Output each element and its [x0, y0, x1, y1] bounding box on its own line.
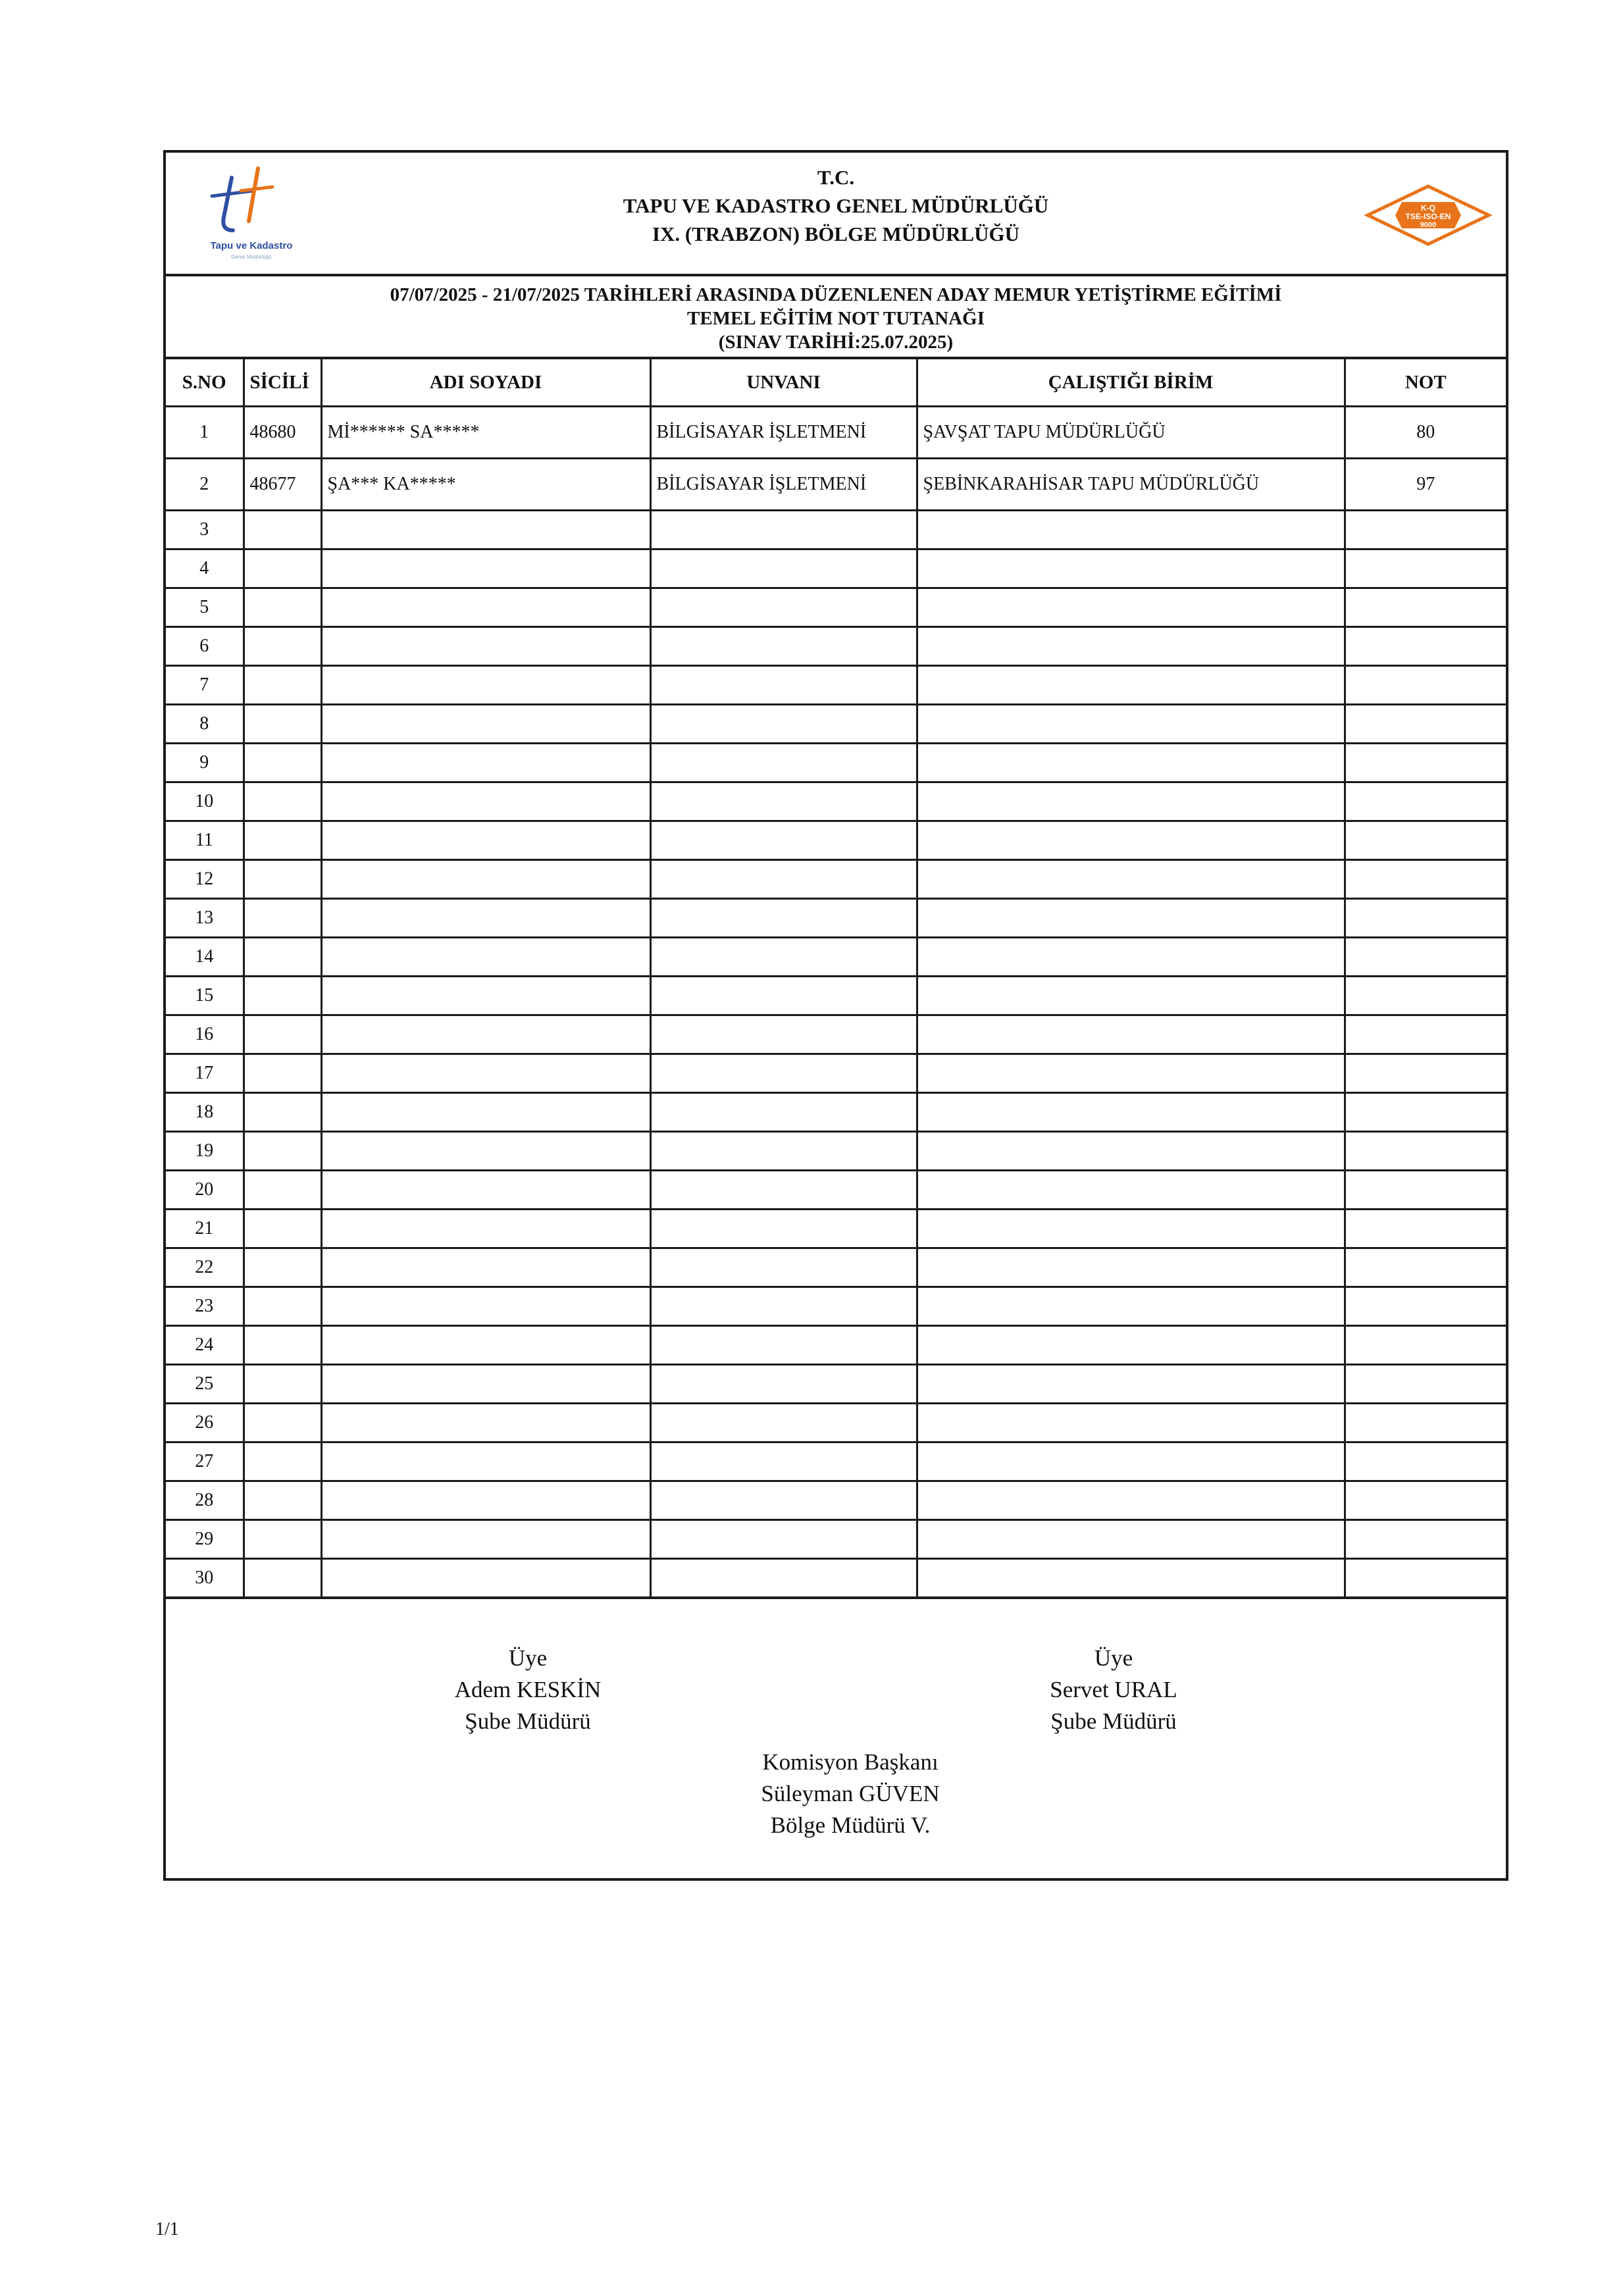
- cell-unvan: [650, 1132, 917, 1171]
- cell-sicil: [244, 1404, 321, 1442]
- cell-unvan: [650, 744, 917, 782]
- cell-sno: 11: [166, 821, 244, 860]
- cell-sno: 3: [166, 511, 244, 549]
- col-header-sno: S.NO: [166, 359, 244, 407]
- cell-sno: 10: [166, 782, 244, 821]
- cell-sicil: [244, 899, 321, 938]
- signature-right: [989, 1643, 1239, 1737]
- table-row: [166, 1559, 1506, 1597]
- cell-sicil: [244, 977, 321, 1015]
- cell-not: [1345, 705, 1506, 744]
- cell-unvan: [650, 1171, 917, 1210]
- cell-unvan: [650, 782, 917, 821]
- cell-birim: [917, 1481, 1345, 1520]
- cell-sicil: [244, 1248, 321, 1287]
- cell-name: [321, 1326, 650, 1365]
- cell-not: [1345, 1171, 1506, 1210]
- cell-not: [1345, 1132, 1506, 1171]
- table-row: [166, 744, 1506, 782]
- cell-unvan: [650, 821, 917, 860]
- subtitle-line-2: TEMEL EĞİTİM NOT TUTANAĞI: [686, 308, 985, 329]
- cell-unvan: [650, 977, 917, 1015]
- cell-name: [321, 1015, 650, 1054]
- table-row: [166, 666, 1506, 705]
- table-row: [166, 1326, 1506, 1365]
- cell-name: [321, 860, 650, 899]
- cell-birim: [917, 1326, 1345, 1365]
- cell-unvan: [650, 588, 917, 627]
- table-row: [166, 588, 1506, 627]
- cell-name: [321, 549, 650, 588]
- cell-unvan: [650, 627, 917, 666]
- cell-unvan: [650, 511, 917, 549]
- cell-unvan: [650, 1365, 917, 1404]
- cell-sno: 28: [166, 1481, 244, 1520]
- cell-birim: [917, 977, 1345, 1015]
- cell-name: [321, 899, 650, 938]
- cell-sicil: [244, 1520, 321, 1559]
- cell-birim: [917, 782, 1345, 821]
- cell-sno: 30: [166, 1559, 244, 1597]
- col-header-sicil: SİCİLİ: [244, 359, 321, 407]
- cell-name: [321, 1520, 650, 1559]
- document-header: [166, 153, 1506, 276]
- table-row: [166, 938, 1506, 977]
- table-row: [166, 1287, 1506, 1326]
- cell-sicil: [244, 549, 321, 588]
- cell-not: [1345, 1520, 1506, 1559]
- cell-not: [1345, 744, 1506, 782]
- cell-sno: 20: [166, 1171, 244, 1210]
- cell-sicil: [244, 1326, 321, 1365]
- signer-role: Üye: [508, 1645, 548, 1671]
- cell-not: [1345, 1326, 1506, 1365]
- cell-name: Mİ****** SA*****: [321, 407, 650, 459]
- institution-title: [166, 163, 1506, 248]
- table-row: [166, 1132, 1506, 1171]
- cell-birim: [917, 1210, 1345, 1248]
- cell-not: [1345, 511, 1506, 549]
- page-number: 1/1: [155, 2219, 179, 2239]
- cell-birim: [917, 1559, 1345, 1597]
- table-row: [166, 977, 1506, 1015]
- cell-sno: 25: [166, 1365, 244, 1404]
- cell-sicil: [244, 1481, 321, 1520]
- cell-birim: [917, 860, 1345, 899]
- cell-name: [321, 1171, 650, 1210]
- cell-unvan: [650, 899, 917, 938]
- cell-sno: 16: [166, 1015, 244, 1054]
- cell-sno: 23: [166, 1287, 244, 1326]
- cell-not: [1345, 1248, 1506, 1287]
- cell-sno: 21: [166, 1210, 244, 1248]
- cell-unvan: [650, 1015, 917, 1054]
- cell-sno: 5: [166, 588, 244, 627]
- cell-not: [1345, 549, 1506, 588]
- cell-unvan: [650, 705, 917, 744]
- cell-sicil: [244, 1132, 321, 1171]
- signer-name: Süleyman GÜVEN: [761, 1781, 940, 1806]
- cell-birim: [917, 899, 1345, 938]
- cell-sno: 7: [166, 666, 244, 705]
- table-row: [166, 782, 1506, 821]
- cert-line-1: K-Q: [1421, 203, 1435, 213]
- cell-not: [1345, 1442, 1506, 1481]
- cell-not: [1345, 627, 1506, 666]
- cell-sno: 9: [166, 744, 244, 782]
- table-row: [166, 1404, 1506, 1442]
- cell-sno: 18: [166, 1093, 244, 1132]
- cell-sno: 15: [166, 977, 244, 1015]
- cell-not: [1345, 938, 1506, 977]
- table-header-row: [166, 359, 1506, 407]
- cell-not: [1345, 899, 1506, 938]
- cell-unvan: BİLGİSAYAR İŞLETMENİ: [650, 459, 917, 511]
- cell-birim: [917, 1365, 1345, 1404]
- cell-sicil: [244, 782, 321, 821]
- cell-sno: 29: [166, 1520, 244, 1559]
- cell-unvan: [650, 1442, 917, 1481]
- col-header-name: ADI SOYADI: [321, 359, 650, 407]
- cell-name: [321, 588, 650, 627]
- signer-title: Bölge Müdürü V.: [770, 1812, 931, 1838]
- cert-line-2: TSE-ISO-EN: [1405, 212, 1451, 221]
- table-row: [166, 1171, 1506, 1210]
- cell-not: [1345, 821, 1506, 860]
- table-row: [166, 1248, 1506, 1287]
- col-header-not: NOT: [1345, 359, 1506, 407]
- signer-role: Üye: [1094, 1645, 1133, 1671]
- table-row: [166, 1210, 1506, 1248]
- cell-not: [1345, 977, 1506, 1015]
- cell-not: [1345, 1404, 1506, 1442]
- cell-sicil: [244, 744, 321, 782]
- cell-unvan: [650, 1210, 917, 1248]
- cell-birim: [917, 1442, 1345, 1481]
- cell-name: [321, 511, 650, 549]
- tse-iso-certification-logo: [1362, 182, 1494, 248]
- signer-name: Adem KESKİN: [454, 1677, 602, 1702]
- cell-sicil: [244, 627, 321, 666]
- table-row: [166, 1015, 1506, 1054]
- cell-sno: 13: [166, 899, 244, 938]
- cell-birim: [917, 744, 1345, 782]
- cell-name: [321, 977, 650, 1015]
- cell-birim: [917, 666, 1345, 705]
- cell-sicil: [244, 1442, 321, 1481]
- grades-table: [166, 359, 1506, 1596]
- table-row: [166, 821, 1506, 860]
- cell-birim: [917, 1054, 1345, 1093]
- cell-birim: ŞEBİNKARAHİSAR TAPU MÜDÜRLÜĞÜ: [917, 459, 1345, 511]
- cell-sno: 24: [166, 1326, 244, 1365]
- cell-birim: [917, 588, 1345, 627]
- subtitle-line-1: 07/07/2025 - 21/07/2025 TARİHLERİ ARASINDA DÜZENLENEN ADAY MEMUR YETİŞTİRME EĞİTİMİ: [390, 284, 1282, 305]
- cell-sno: 19: [166, 1132, 244, 1171]
- cell-name: [321, 705, 650, 744]
- cell-birim: [917, 511, 1345, 549]
- cell-name: [321, 1442, 650, 1481]
- header-line-1: T.C.: [817, 166, 855, 189]
- cell-name: [321, 821, 650, 860]
- cell-unvan: [650, 1404, 917, 1442]
- cell-birim: [917, 1132, 1345, 1171]
- cell-sno: 12: [166, 860, 244, 899]
- signer-name: Servet URAL: [1050, 1677, 1177, 1702]
- cell-name: [321, 1481, 650, 1520]
- header-line-3: IX. (TRABZON) BÖLGE MÜDÜRLÜĞÜ: [652, 222, 1020, 245]
- cell-unvan: BİLGİSAYAR İŞLETMENİ: [650, 407, 917, 459]
- col-header-unvan: UNVANI: [650, 359, 917, 407]
- cell-sicil: [244, 1287, 321, 1326]
- cell-unvan: [650, 860, 917, 899]
- cell-unvan: [650, 1093, 917, 1132]
- cell-sicil: 48680: [244, 407, 321, 459]
- cell-name: ŞA*** KA*****: [321, 459, 650, 511]
- table-row: [166, 1093, 1506, 1132]
- cell-sicil: [244, 1365, 321, 1404]
- table-row: [166, 705, 1506, 744]
- cell-unvan: [650, 1248, 917, 1287]
- table-row: [166, 549, 1506, 588]
- cell-sicil: [244, 666, 321, 705]
- cell-unvan: [650, 1326, 917, 1365]
- cell-sicil: [244, 1210, 321, 1248]
- cell-birim: [917, 1093, 1345, 1132]
- cell-sicil: 48677: [244, 459, 321, 511]
- cell-birim: [917, 1015, 1345, 1054]
- cell-sicil: [244, 1054, 321, 1093]
- cell-sicil: [244, 511, 321, 549]
- cell-birim: [917, 821, 1345, 860]
- cell-unvan: [650, 1481, 917, 1520]
- cell-birim: [917, 1404, 1345, 1442]
- cell-name: [321, 1559, 650, 1597]
- cell-name: [321, 744, 650, 782]
- cell-not: [1345, 1365, 1506, 1404]
- document-subtitle: [166, 276, 1506, 359]
- cell-sno: 6: [166, 627, 244, 666]
- cell-name: [321, 782, 650, 821]
- cell-not: [1345, 1015, 1506, 1054]
- cell-birim: [917, 1520, 1345, 1559]
- signer-title: Şube Müdürü: [1050, 1708, 1177, 1734]
- table-row: [166, 407, 1506, 459]
- cell-unvan: [650, 666, 917, 705]
- cell-not: 97: [1345, 459, 1506, 511]
- cell-sno: 14: [166, 938, 244, 977]
- cell-not: [1345, 782, 1506, 821]
- cell-birim: [917, 705, 1345, 744]
- cell-not: [1345, 1559, 1506, 1597]
- cell-sno: 27: [166, 1442, 244, 1481]
- cell-sno: 17: [166, 1054, 244, 1093]
- cell-birim: [917, 1248, 1345, 1287]
- cell-not: [1345, 1287, 1506, 1326]
- header-line-2: TAPU VE KADASTRO GENEL MÜDÜRLÜĞÜ: [623, 194, 1049, 217]
- cell-birim: [917, 938, 1345, 977]
- cell-sno: 26: [166, 1404, 244, 1442]
- table-row: [166, 511, 1506, 549]
- cell-unvan: [650, 938, 917, 977]
- cell-unvan: [650, 1287, 917, 1326]
- signature-center: [706, 1747, 995, 1841]
- cell-name: [321, 1132, 650, 1171]
- table-row: [166, 860, 1506, 899]
- cell-birim: [917, 549, 1345, 588]
- document-form: [163, 150, 1508, 1881]
- cell-birim: [917, 627, 1345, 666]
- cell-not: [1345, 1093, 1506, 1132]
- table-row: [166, 1365, 1506, 1404]
- table-row: [166, 1442, 1506, 1481]
- cell-name: [321, 1093, 650, 1132]
- table-row: [166, 627, 1506, 666]
- cell-sicil: [244, 1093, 321, 1132]
- cell-sicil: [244, 938, 321, 977]
- cell-sicil: [244, 1171, 321, 1210]
- cell-unvan: [650, 1559, 917, 1597]
- cell-not: [1345, 588, 1506, 627]
- cert-line-3: 9000: [1420, 221, 1437, 229]
- cell-name: [321, 1248, 650, 1287]
- table-row: [166, 1520, 1506, 1559]
- signer-role: Komisyon Başkanı: [762, 1749, 939, 1775]
- cell-sicil: [244, 705, 321, 744]
- cell-sicil: [244, 1559, 321, 1597]
- cell-name: [321, 1054, 650, 1093]
- table-row: [166, 1054, 1506, 1093]
- logo-subtext: Genel Müdürlüğü: [231, 254, 272, 260]
- cell-sno: 2: [166, 459, 244, 511]
- cell-not: 80: [1345, 407, 1506, 459]
- cell-name: [321, 938, 650, 977]
- table-row: [166, 1481, 1506, 1520]
- cell-name: [321, 1287, 650, 1326]
- cell-unvan: [650, 1520, 917, 1559]
- cell-name: [321, 627, 650, 666]
- cell-not: [1345, 1210, 1506, 1248]
- col-header-birim: ÇALIŞTIĞI BİRİM: [917, 359, 1345, 407]
- cell-name: [321, 1365, 650, 1404]
- cell-not: [1345, 1481, 1506, 1520]
- cell-name: [321, 666, 650, 705]
- cell-sicil: [244, 860, 321, 899]
- cell-sno: 8: [166, 705, 244, 744]
- cell-not: [1345, 1054, 1506, 1093]
- cell-sno: 1: [166, 407, 244, 459]
- table-body: [166, 407, 1506, 1597]
- logo-text: Tapu ve Kadastro: [210, 240, 293, 251]
- cell-not: [1345, 666, 1506, 705]
- subtitle-line-3: (SINAV TARİHİ:25.07.2025): [718, 332, 954, 353]
- table-row: [166, 899, 1506, 938]
- cell-sno: 4: [166, 549, 244, 588]
- cell-birim: [917, 1171, 1345, 1210]
- cell-unvan: [650, 549, 917, 588]
- cell-name: [321, 1404, 650, 1442]
- cell-sicil: [244, 821, 321, 860]
- cell-unvan: [650, 1054, 917, 1093]
- cell-sicil: [244, 588, 321, 627]
- table-row: [166, 459, 1506, 511]
- cell-name: [321, 1210, 650, 1248]
- cell-sno: 22: [166, 1248, 244, 1287]
- signer-title: Şube Müdürü: [465, 1708, 591, 1734]
- signature-left: [409, 1643, 646, 1737]
- cell-birim: ŞAVŞAT TAPU MÜDÜRLÜĞÜ: [917, 407, 1345, 459]
- cell-sicil: [244, 1015, 321, 1054]
- cell-birim: [917, 1287, 1345, 1326]
- signature-block: [166, 1596, 1506, 1878]
- cell-not: [1345, 860, 1506, 899]
